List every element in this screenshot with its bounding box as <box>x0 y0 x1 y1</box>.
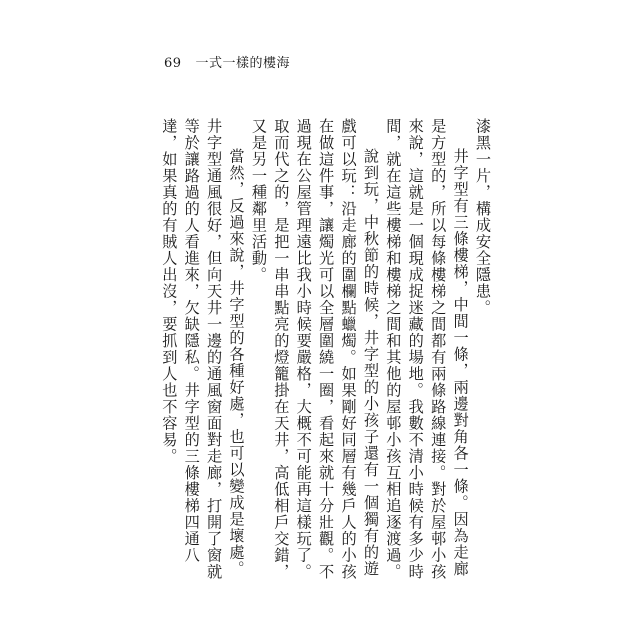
paragraph: 漆黑一片，構成安全隱患。 <box>474 118 492 316</box>
page-number: 69 <box>164 56 182 71</box>
running-header <box>164 52 290 71</box>
paragraph: 說到玩，中秋節的時候，井字型的小孩子還有一個獨有的遊戲可以玩：沿走廊的圍欄點蠟燭。如果剛好同層有幾戶人的小孩在做這件事，讓燭光可以全層圍繞一圈，看起來就十分壯觀。不過現在公屋管理遠比我小時候要嚴格，大概不可能再這樣玩了。取而代之的，是把一串串點亮的燈籠掛在天井，高低相戶交錯，又是另一種鄰里活動。 <box>249 118 380 580</box>
running-title: 一式一樣的樓海 <box>195 56 291 71</box>
vertical-text-body <box>160 118 494 580</box>
paragraph: 井字型有三條樓梯，中間一條，兩邊對角各一條。因為走廊是方型的，所以每條樓梯之間都有兩條路線連接。對於屋邨小孩來說，這就是一個現成捉迷藏的場地。我數不清小時候有多少時間，就在這些樓梯和樓梯之間和其他的屋邨小孩互相追逐渡過。 <box>384 118 470 580</box>
paragraph: 當然，反過來說，井字型的各種好處，也可以變成是壞處。井字型通風很好，但向天井一邊的通風窗面對走廊，打開了窗就等於讓路過的人看進來，欠缺隱私。井字型的三條樓梯四通八達，如果真的有賊人出沒，要抓到人也不容易。 <box>160 118 246 580</box>
